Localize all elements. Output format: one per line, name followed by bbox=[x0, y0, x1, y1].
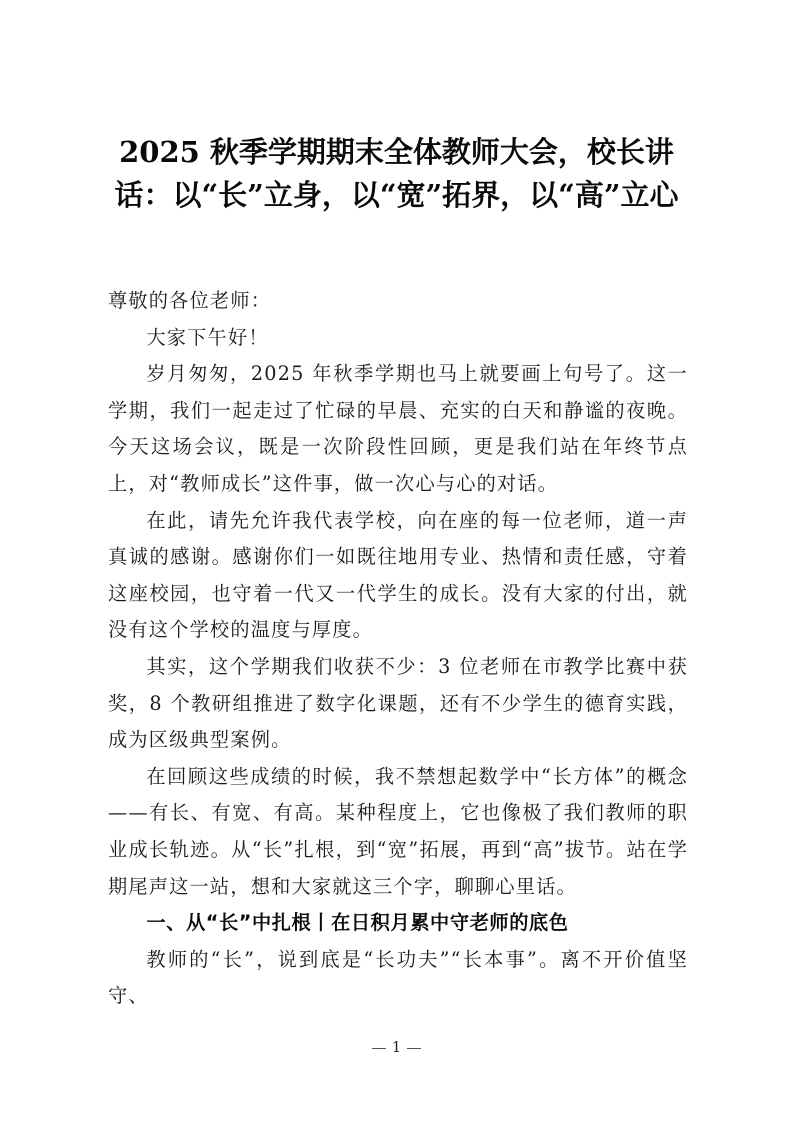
paragraph-cuboid: 在回顾这些成绩的时候，我不禁想起数学中“长方体”的概念——有长、有宽、有高。某种程度上，它也像极了我们教师的职业成长轨迹。从“长”扎根，到“宽”拓展，再到“高”拔节。站在学期尾声这一站，想和大家就这三个字，聊聊心里话。 bbox=[108, 764, 688, 898]
footer-dash-left bbox=[372, 1048, 386, 1049]
salutation: 尊敬的各位老师： bbox=[108, 289, 272, 312]
document-title: 2025 秋季学期期末全体教师大会，校长讲话：以“长”立身，以“宽”拓界，以“高”立心 bbox=[114, 135, 679, 213]
document-body bbox=[108, 283, 688, 1015]
section-paragraph: 教师的“长”，说到底是“长功夫”“长本事”。离不开价值坚守、 bbox=[108, 947, 688, 1008]
page-footer bbox=[0, 1038, 793, 1056]
footer-dash-right bbox=[407, 1048, 421, 1049]
paragraph-achievements: 其实，这个学期我们收获不少：3 位老师在市教学比赛中获奖，8 个教研组推进了数字化课题，还有不少学生的德育实践，成为区级典型案例。 bbox=[108, 654, 688, 752]
paragraph-thanks: 在此，请先允许我代表学校，向在座的每一位老师，道一声真诚的感谢。感谢你们一如既往地用专业、热情和责任感，守着这座校园，也守着一代又一代学生的成长。没有大家的付出，就没有这个学校的温度与厚度。 bbox=[108, 508, 688, 642]
paragraph-intro: 岁月匆匆，2025 年秋季学期也马上就要画上句号了。这一学期，我们一起走过了忙碌的早晨、充实的白天和静谧的夜晚。今天这场会议，既是一次阶段性回顾，更是我们站在年终节点上，对“教师成长”这件事，做一次心与心的对话。 bbox=[108, 362, 688, 495]
page-number: 1 bbox=[391, 1038, 402, 1056]
section-heading: 一、从“长”中扎根丨在日积月累中守老师的底色 bbox=[146, 911, 569, 935]
greeting: 大家下午好！ bbox=[146, 325, 269, 349]
